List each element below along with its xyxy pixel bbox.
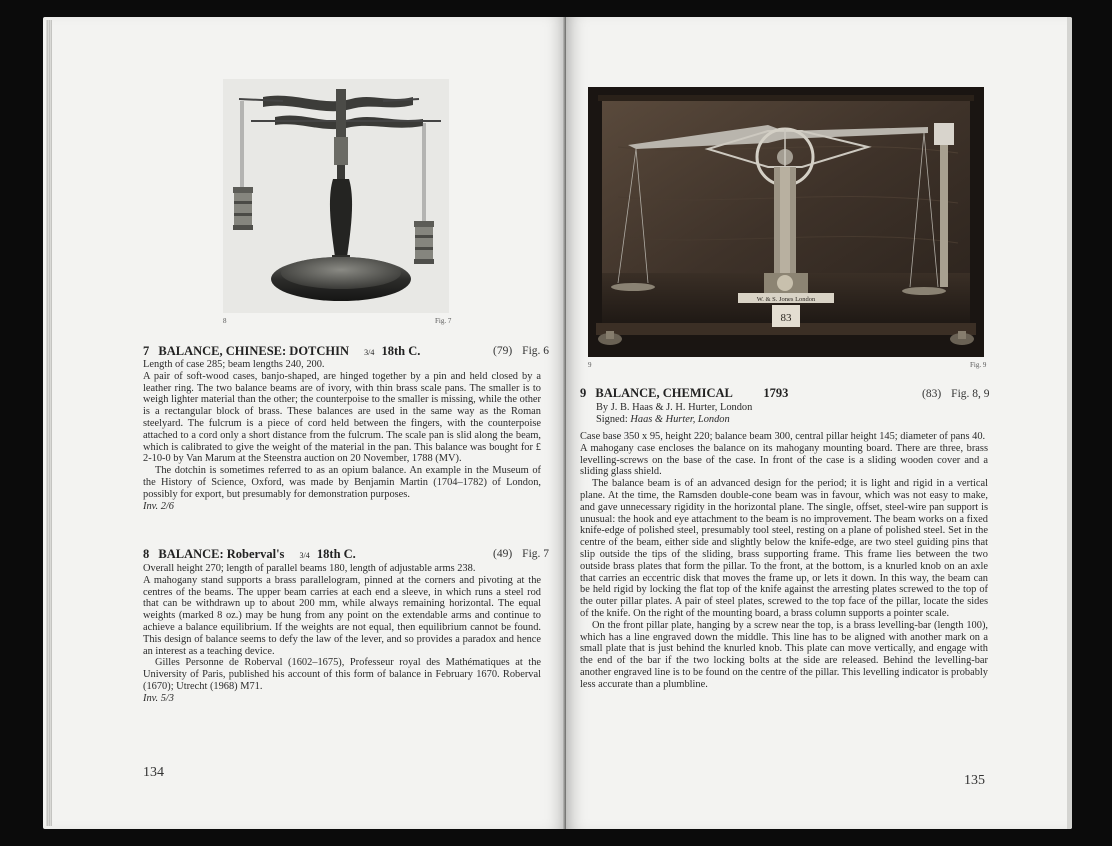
entry-9-byline [596,402,752,426]
entry-8-number: 8 [143,547,150,561]
entry-8-body [143,563,541,705]
entry-9-catalogue-ref: (83) [922,388,942,400]
entry-8-date: 18th C. [316,547,356,561]
page-edge-lines [46,20,52,826]
tag-number: 83 [780,312,792,324]
entry-9-paragraph: A mahogany case encloses the balance on its mahogany mounting board. There are three, brass levelling-screws on the base of the case. In front of the case is a sliding wooden cover and a sliding glass shield. [580,442,988,478]
entry-9-paragraph: Case base 350 x 95, height 220; balance beam 300, central pillar height 145; diameter of pans 40. [580,431,986,442]
entry-9-signed-value: Haas & Hurter, London [630,414,730,425]
entry-7-heading [143,344,420,359]
entry-8-title: BALANCE: Roberval's [158,547,285,561]
entry-9-paragraph: On the front pillar plate, hanging by a screw near the top, is a brass levelling-bar (length 100), which has a line engraved down the middle. This line has to be aligned with another mark on a small plate that is just behind the knurled knob. This plate can move vertically, and engage with the end of the bar if the two locking bolts at the side are released. Behind the levelling-bar another engraved line is to be found on the centre of the pillar. This levelling indicator is probably less accurate than a plumbline. [580,619,988,690]
entry-8-heading [143,547,356,562]
entry-8-paragraph: Gilles Personne de Roberval (1602–1675), Professeur royal des Mathématiques at the University of Paris, published his account of this form of balance in February 1670. Roberval (1670); Utrecht (1968) M71. [143,657,541,692]
photo-plate-number: 8 [223,317,227,325]
entry-8-fraction: 3/4 [299,551,310,560]
entry-8-paragraph: Overall height 270; length of parallel beams 180, length of adjustable arms 238. [143,563,476,574]
entry-7-fig: Fig. 6 [522,345,550,357]
entry-9-paragraph: The balance beam is of an advanced design for the period; it is light and rigid in a vertical plane. At the time, the Ramsden double-cone beam was in favour, which was not easy to make, and gave unnecessary rigidity in the horizontal plane. The single, offset, steel-wire pan support is unusual: the hook and eye attachment to the beam is no improvement. The beam works on a fixed knife-edge of polished steel, presumably tool steel, resting on a plane of polished steel. Set in the centre of the beam, either side and slightly below the knife-edge, are two steel guiding pins that slip outside the tips of the sliding, brass supporting frame. This frame lies between the two outside brass plates that form the pillar. To the front, at the bottom, is a knurled knob on an axle that carries an eccentric disk that moves the frame up, or lets it down. In this way, the beam can be held rigid by locking the flat top of the knife against the arresting plates screwed to the top of the outer pillar plates. A pair of steel plates, screwed to the top face of the pillar, locate the sides of the knife. On the right of the mounting board, a brass column supports a pointer scale. [580,478,988,619]
entry-9-body [580,431,988,691]
entry-7-paragraph: The dotchin is sometimes referred to as an opium balance. An example in the Museum of the History of Science, Oxford, was made by Benjamin Martin (1704–1782) of London, possibly for export, but presumably for demonstration purposes. [143,465,541,500]
chemical-balance-illustration [588,87,984,357]
entry-8-catalogue-ref: (49) [493,548,513,560]
entry-8-paragraph: A mahogany stand supports a brass parallelogram, pinned at the corners and pivoting at the centres of the beams. The upper beam carries at each end a sleeve, in which runs a steel rod that can be withdrawn up to about 200 mm, while always remaining horizontal. The equal weights (marked 8 oz.) may be hung from any point on the extendable arms and continue to achieve a balance equilibrium. If the weights are not equal, then equilibrium cannot be found. This design of balance seems to defy the law of the lever, and so provides a paradox and hence an interest as a teaching device. [143,574,541,657]
left-page [43,17,566,829]
photo-plate-number: 9 [588,361,592,369]
entry-9-fig: Fig. 8, 9 [951,388,990,400]
entry-7-reference [493,345,549,357]
entry-7-fraction: 3/4 [364,348,375,357]
right-page [566,17,1072,829]
entry-7-paragraph: Length of case 285; beam lengths 240, 200. [143,359,325,370]
entry-9-signed-label: Signed: [596,414,628,425]
entry-7-date: 18th C. [381,344,421,358]
page-number-left: 134 [143,765,164,780]
photo-fig-label: Fig. 9 [970,361,987,369]
entry-8-fig: Fig. 7 [522,548,550,560]
entry-9-signed [596,414,752,426]
label-plate-text: W. & S. Jones London [756,296,816,303]
page-edge [1067,17,1072,829]
photo-chemical-balance [588,87,984,357]
entry-7-number: 7 [143,344,150,358]
entry-9-title: BALANCE, CHEMICAL [595,386,733,400]
page-number-right: 135 [964,773,985,788]
entry-9-heading [580,386,788,401]
entry-8-reference [493,548,549,560]
entry-9-reference [922,388,990,400]
roberval-balance-illustration [223,79,449,313]
entry-9-number: 9 [580,386,587,400]
entry-7-title: BALANCE, CHINESE: DOTCHIN [158,344,350,358]
photo-fig-label: Fig. 7 [435,317,452,325]
entry-7-paragraph: A pair of soft-wood cases, banjo-shaped, are hinged together by a pin and held closed by a leather ring. The two balance beams are of ivory, with thin brass scale pans. The smaller is to weigh lighter material than the other; the counterpoise to the smaller is missing, while the other is a rectangular block of brass. These balances are used in the same way as the Roman steelyard. The fulcrum is a piece of cord held between the fingers, with the counterpoise attached to a cord only a short distance from the fulcrum. The scale pan is slid along the beam, which is calibrated to give the weight of the material in the pan. This balance was bought for £ 2-10-0 by Van Marum at the Steenstra auction on 20 November, 1788 (MV). [143,370,541,465]
entry-8-inventory: Inv. 5/3 [143,692,174,704]
entry-9-maker: By J. B. Haas & J. H. Hurter, London [596,402,753,413]
entry-9-date: 1793 [763,386,789,400]
entry-7-body [143,359,541,512]
entry-7-inventory: Inv. 2/6 [143,500,174,512]
entry-7-catalogue-ref: (79) [493,345,513,357]
photo-roberval-balance [223,79,449,313]
